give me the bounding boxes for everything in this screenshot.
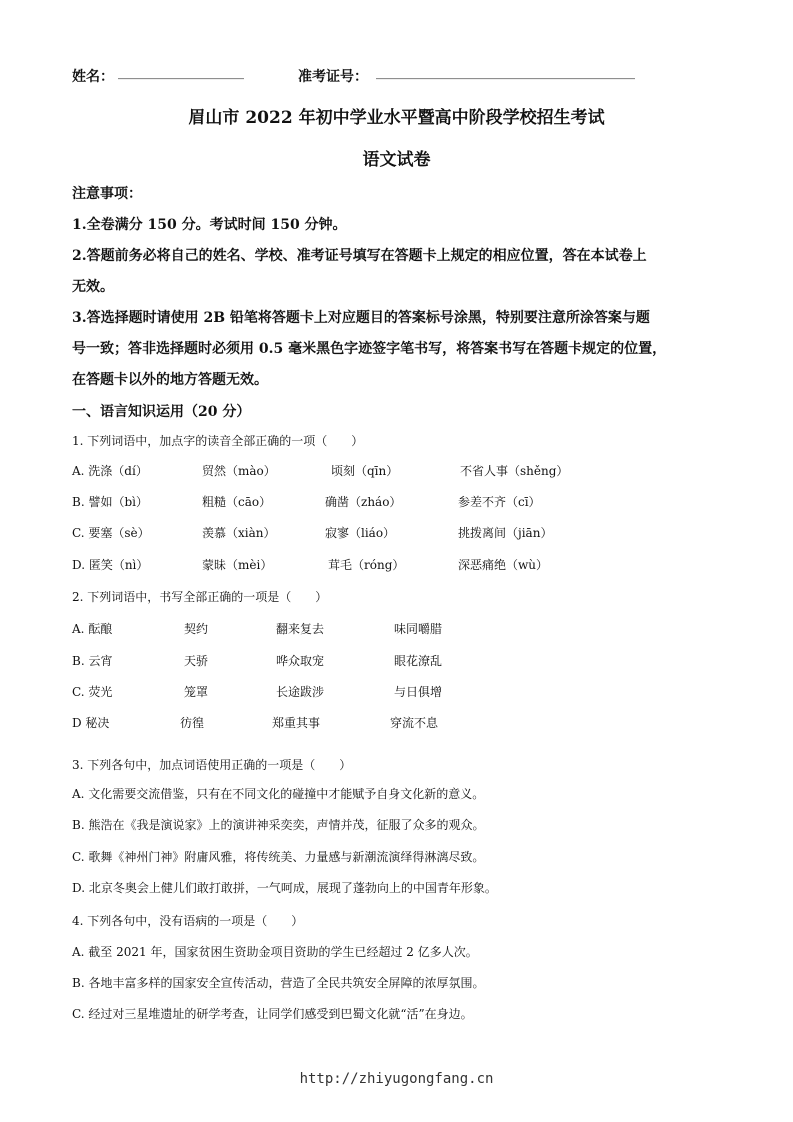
q1-option-b-1: B. 譬如（bì） bbox=[72, 495, 148, 509]
ticket-label: 准考证号： bbox=[298, 69, 368, 85]
q2-option-c-1: C. 荧光 bbox=[72, 685, 113, 699]
q2-stem: 2. 下列词语中，书写全部正确的一项是（ ） bbox=[72, 590, 328, 604]
q2-option-a-3: 翻来复去 bbox=[276, 622, 325, 636]
q2-option-a-1: A. 酝酿 bbox=[72, 622, 113, 636]
q2-option-d-1: D 秘决 bbox=[72, 716, 110, 730]
note-3-line3: 在答题卡以外的地方答题无效。 bbox=[72, 372, 268, 388]
q1-option-a-3: 顷刻（qīn） bbox=[331, 464, 399, 478]
note-2-line1: 2.答题前务必将自己的姓名、学校、准考证号填写在答题卡上规定的相应位置，答在本试卷上 bbox=[72, 248, 647, 264]
q3-option-c: C. 歌舞《神州门神》附庸风雅，将传统美、力量感与新潮流演绎得淋漓尽致。 bbox=[72, 850, 485, 864]
note-1: 1.全卷满分 150 分。考试时间 150 分钟。 bbox=[72, 217, 347, 233]
q1-option-a-4: 不省人事（shěng） bbox=[460, 464, 569, 478]
q3-option-b: B. 熊浩在《我是演说家》上的演讲神采奕奕，声情并茂，征服了众多的观众。 bbox=[72, 818, 485, 832]
q3-option-a: A. 文化需要交流借鉴，只有在不同文化的碰撞中才能赋予自身文化新的意义。 bbox=[72, 787, 485, 801]
q2-option-a-4: 味同嚼腊 bbox=[394, 622, 443, 636]
note-3-line1: 3.答选择题时请使用 2B 铅笔将答题卡上对应题目的答案标号涂黑，特别要注意所涂答案与题 bbox=[72, 310, 650, 326]
q3-stem: 3. 下列各句中，加点词语使用正确的一项是（ ） bbox=[72, 758, 352, 772]
q1-option-d-1: D. 匿笑（nì） bbox=[72, 558, 149, 572]
q2-option-c-3: 长途跋涉 bbox=[276, 685, 325, 699]
q1-option-c-1: C. 要塞（sè） bbox=[72, 526, 150, 540]
q1-option-b-4: 参差不齐（cī） bbox=[458, 495, 541, 509]
q1-option-a-1: A. 洗涤（dí） bbox=[72, 464, 148, 478]
section-1-heading: 一、语言知识运用（20 分） bbox=[72, 404, 251, 420]
name-label: 姓名： bbox=[72, 69, 114, 85]
q2-option-b-3: 哗众取宠 bbox=[276, 654, 325, 668]
q2-option-c-4: 与日俱增 bbox=[394, 685, 443, 699]
q1-option-a-2: 贸然（mào） bbox=[202, 464, 276, 478]
ticket-blank: _____________________________________ bbox=[376, 64, 635, 80]
q2-option-c-2: 笼罩 bbox=[184, 685, 209, 699]
q2-option-b-2: 天骄 bbox=[184, 654, 209, 668]
q3-option-d: D. 北京冬奥会上健儿们敢打敢拼，一气呵成，展现了蓬勃向上的中国青年形象。 bbox=[72, 881, 497, 895]
q4-option-b: B. 各地丰富多样的国家安全宣传活动，营造了全民共筑安全屏障的浓厚氛围。 bbox=[72, 976, 485, 990]
q4-option-a: A. 截至 2021 年，国家贫困生资助金项目资助的学生已经超过 2 亿多人次。 bbox=[72, 945, 478, 959]
q2-option-d-3: 郑重其事 bbox=[272, 716, 321, 730]
q1-option-d-3: 茸毛（róng） bbox=[328, 558, 405, 572]
exam-title: 眉山市 2022 年初中学业水平暨高中阶段学校招生考试 bbox=[188, 108, 605, 128]
q1-option-b-3: 确凿（zháo） bbox=[325, 495, 402, 509]
footer-url: http://zhiyugongfang.cn bbox=[299, 1071, 494, 1087]
q2-option-d-4: 穿流不息 bbox=[390, 716, 439, 730]
q1-option-d-4: 深恶痛绝（wù） bbox=[458, 558, 549, 572]
q2-option-a-2: 契约 bbox=[184, 622, 209, 636]
note-2-line2: 无效。 bbox=[72, 279, 114, 295]
q2-option-d-2: 彷徨 bbox=[180, 716, 205, 730]
name-blank: __________________ bbox=[118, 64, 244, 80]
notes-heading: 注意事项： bbox=[72, 186, 142, 202]
q1-option-c-3: 寂寥（liáo） bbox=[325, 526, 396, 540]
q4-option-c: C. 经过对三星堆遗址的研学考查，让同学们感受到巴蜀文化就“活”在身边。 bbox=[72, 1007, 473, 1021]
q1-stem: 1. 下列词语中，加点字的读音全部正确的一项（ ） bbox=[72, 434, 364, 448]
q4-stem: 4. 下列各句中，没有语病的一项是（ ） bbox=[72, 914, 304, 928]
q2-option-b-4: 眼花潦乱 bbox=[394, 654, 443, 668]
q1-option-d-2: 蒙昧（mèi） bbox=[202, 558, 273, 572]
q2-option-b-1: B. 云宵 bbox=[72, 654, 113, 668]
exam-subtitle: 语文试卷 bbox=[362, 150, 431, 170]
q1-option-c-2: 羡慕（xiàn） bbox=[202, 526, 276, 540]
q1-option-b-2: 粗糙（cāo） bbox=[202, 495, 272, 509]
note-3-line2: 号一致；答非选择题时必须用 0.5 毫米黑色字迹签字笔书写，将答案书写在答题卡规定的位置， bbox=[72, 341, 667, 357]
q1-option-c-4: 挑拨离间（jiān） bbox=[458, 526, 553, 540]
